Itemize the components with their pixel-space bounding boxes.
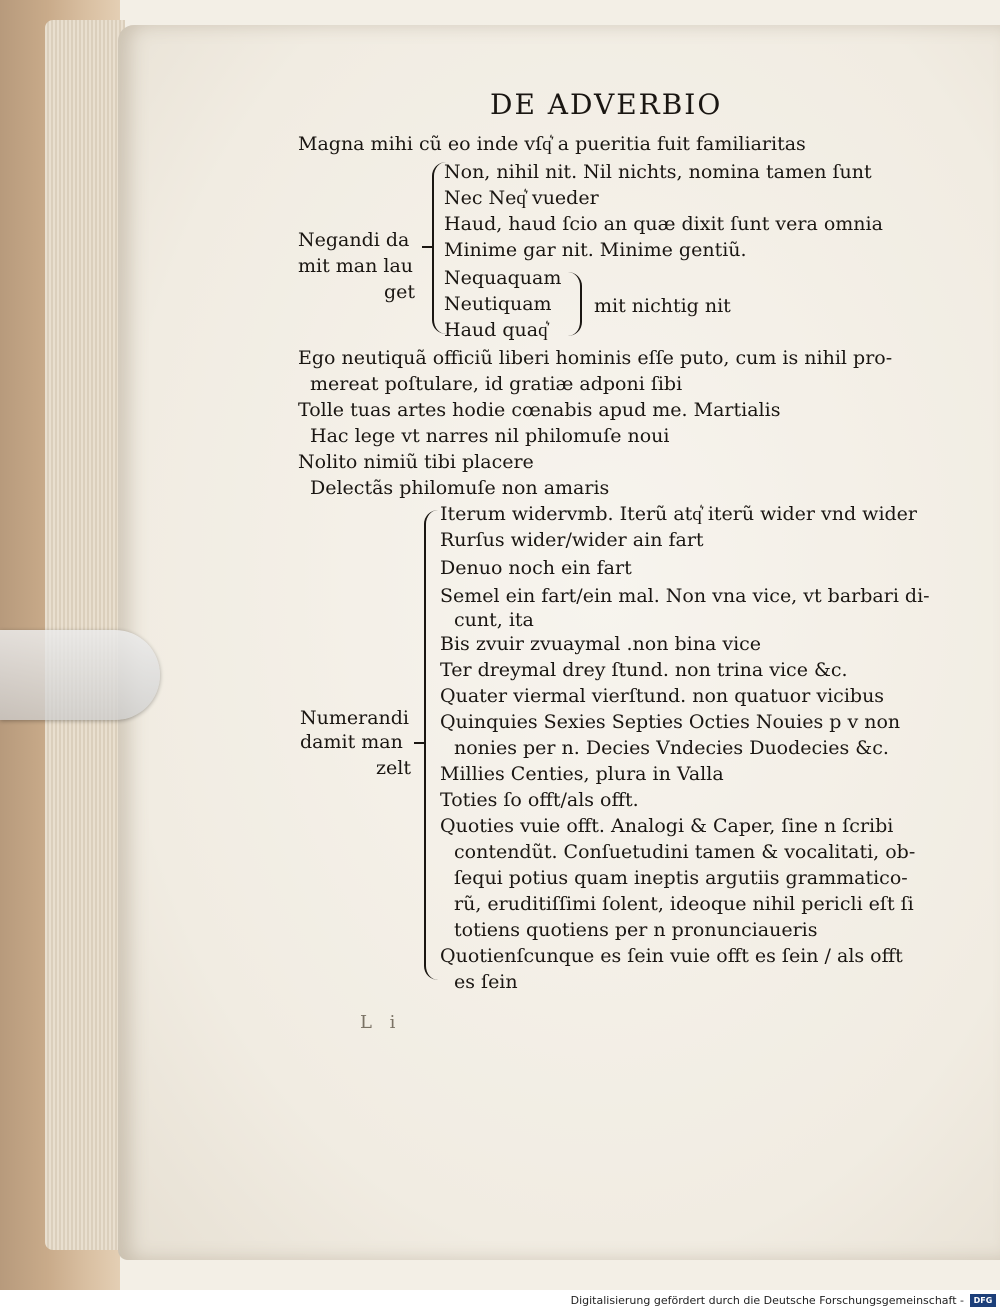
line-neg5: Nequaquam <box>444 267 562 289</box>
line-delect: Delectãs philomuſe non amaris <box>310 477 610 499</box>
line-num4a: Semel ein fart/ein mal. Non vna vice, vt barbari di- <box>440 585 930 607</box>
line-neg3: Haud, haud ſcio an quæ dixit ſunt vera omnia <box>444 213 883 235</box>
line-tolle: Tolle tuas artes hodie cœnabis apud me. Martialis <box>298 399 781 421</box>
brace-negandi-tip <box>422 246 432 248</box>
line-num10: Toties ſo offt/als offt. <box>440 789 639 811</box>
bookmark-clip <box>0 630 160 720</box>
line-num12b: es ſein <box>454 971 518 993</box>
line-hac: Hac lege vt narres nil philomuſe noui <box>310 425 670 447</box>
line-neg6b: mit nichtig nit <box>594 295 731 317</box>
line-num11c: ſequi potius quam ineptis argutiis grammatico- <box>454 867 908 889</box>
line-num3: Denuo noch ein fart <box>440 557 632 579</box>
line-num11b: contendũt. Conſuetudini tamen & vocalitati, ob- <box>454 841 916 863</box>
label-negandi-1: Negandi da <box>298 229 410 251</box>
line-neg6: Neutiquam <box>444 293 552 315</box>
line-num6: Ter dreymal drey ſtund. non trina vice &c. <box>440 659 848 681</box>
line-ego2: mereat poſtulare, id gratiæ adponi ſibi <box>310 373 683 395</box>
line-num9: Millies Centies, plura in Valla <box>440 763 724 785</box>
signature-mark: L i <box>360 1012 402 1033</box>
label-numerandi-2: damit man <box>300 731 403 753</box>
brace-numerandi <box>424 510 440 980</box>
line-num8b: nonies per n. Decies Vndecies Duodecies &c. <box>454 737 889 759</box>
line-nolito: Nolito nimiũ tibi placere <box>298 451 534 473</box>
line-num5: Bis zvuir zvuaymal .non bina vice <box>440 633 762 655</box>
line-ego1: Ego neutiquã officiũ liberi hominis eſſe puto, cum is nihil pro- <box>298 347 893 369</box>
label-numerandi-1: Numerandi <box>300 707 410 729</box>
line-num1: Iterum widervmb. Iterũ atq͛ iterũ wider vnd wider <box>440 503 918 525</box>
line-neg7: Haud quaq͛ <box>444 319 548 341</box>
line-magna: Magna mihi cũ eo inde vſq͛ a pueritia fuit familiaritas <box>298 133 806 155</box>
footer-credit: Digitalisierung gefördert durch die Deutsche Forschungsgemeinschaft - <box>570 1294 964 1307</box>
line-num4b: cunt, ita <box>454 609 534 631</box>
label-negandi-2: mit man lau <box>298 255 414 277</box>
line-num2: Rurſus wider/wider ain fart <box>440 529 704 551</box>
brace-numerandi-tip <box>414 742 424 744</box>
line-num11d: rũ, eruditiſſimi ſolent, ideoque nihil pericli eſt ſi <box>454 893 914 915</box>
line-num8a: Quinquies Sexies Septies Octies Nouies p v non <box>440 711 901 733</box>
label-negandi-3: get <box>384 281 416 303</box>
label-numerandi-3: zelt <box>376 757 411 779</box>
footer-bar <box>0 1290 1000 1311</box>
line-num7: Quater viermal vierſtund. non quatuor vicibus <box>440 685 885 707</box>
dfg-logo: DFG <box>970 1294 996 1307</box>
line-neg2: Nec Neq͛ vueder <box>444 187 599 209</box>
line-num12a: Quotienſcunque es ſein vuie offt es ſein / als offt <box>440 945 903 967</box>
line-neg1: Non, nihil nit. Nil nichts, nomina tamen ſunt <box>444 161 872 183</box>
page-title: DE ADVERBIO <box>490 88 723 121</box>
line-neg4: Minime gar nit. Minime gentiũ. <box>444 239 747 261</box>
line-num11e: totiens quotiens per n pronunciaueris <box>454 919 818 941</box>
line-num11a: Quoties vuie offt. Analogi & Caper, ſine n ſcribi <box>440 815 894 837</box>
brace-nichtig <box>568 272 582 336</box>
